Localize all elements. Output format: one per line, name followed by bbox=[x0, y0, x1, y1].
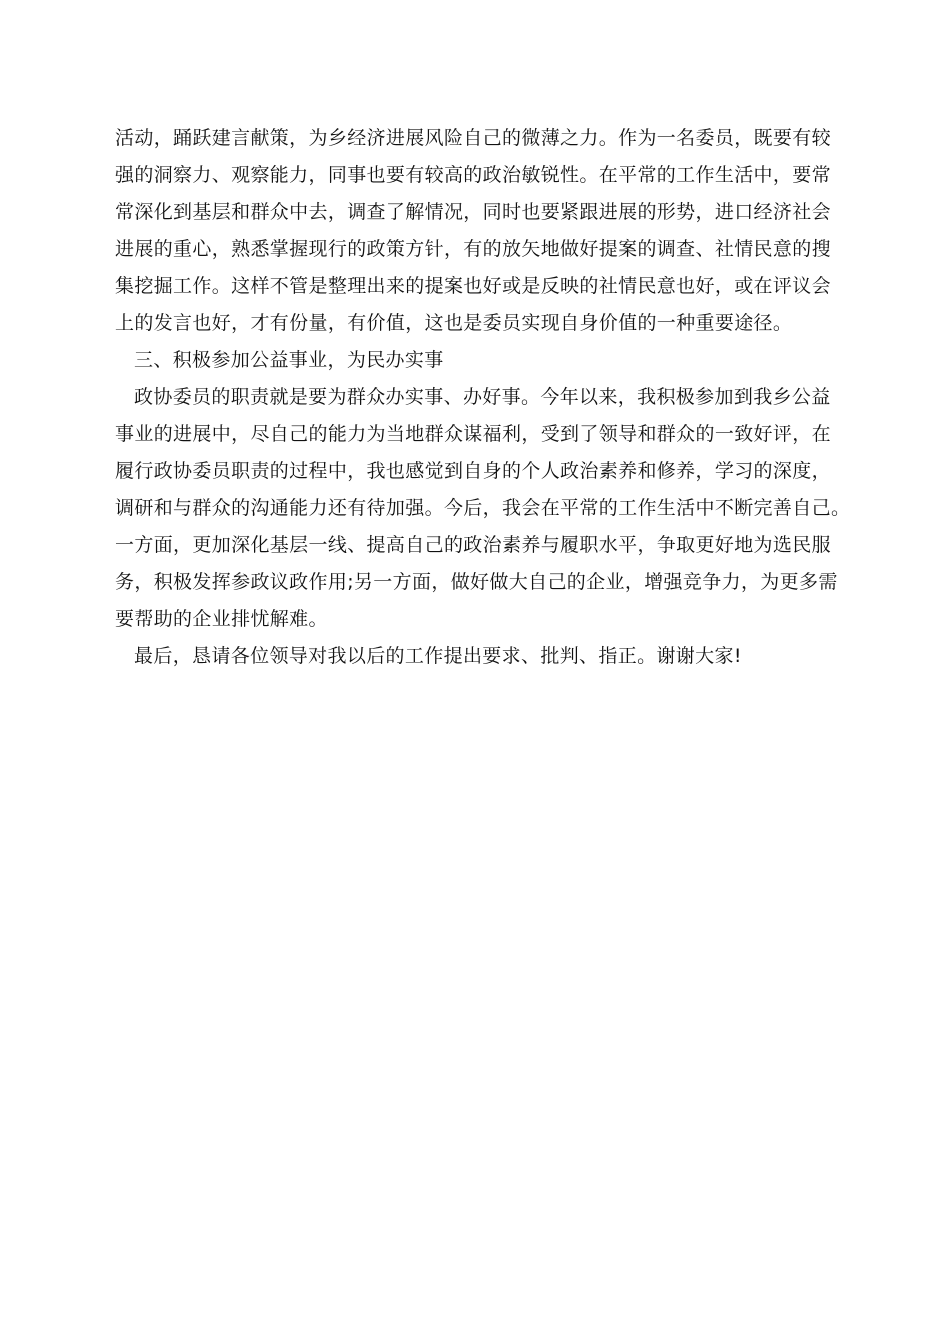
paragraph-line: 要帮助的企业排忧解难。 bbox=[115, 608, 328, 630]
paragraph-line: 强的洞察力、观察能力，同事也要有较高的政治敏锐性。在平常的工作生活中，要常 bbox=[115, 164, 831, 186]
paragraph-line: 进展的重心，熟悉掌握现行的政策方针，有的放矢地做好提案的调查、社情民意的搜 bbox=[115, 238, 831, 260]
paragraph-line: 上的发言也好，才有份量，有价值，这也是委员实现自身价值的一种重要途径。 bbox=[115, 312, 793, 334]
paragraph-line: 一方面，更加深化基层一线、提高自己的政治素养与履职水平，争取更好地为选民服 bbox=[115, 534, 831, 556]
paragraph-line: 政协委员的职责就是要为群众办实事、办好事。今年以来，我积极参加到我乡公益 bbox=[134, 386, 831, 408]
document-body bbox=[115, 120, 851, 675]
paragraph-line: 活动，踊跃建言献策，为乡经济进展风险自己的微薄之力。作为一名委员，既要有较 bbox=[115, 127, 831, 149]
paragraph-line: 集挖掘工作。这样不管是整理出来的提案也好或是反映的社情民意也好，或在评议会 bbox=[115, 275, 831, 297]
section-heading: 三、积极参加公益事业，为民办实事 bbox=[134, 349, 444, 371]
paragraph-line: 事业的进展中，尽自己的能力为当地群众谋福利，受到了领导和群众的一致好评，在 bbox=[115, 423, 831, 445]
closing-line: 最后，恳请各位领导对我以后的工作提出要求、批判、指正。谢谢大家! bbox=[134, 645, 742, 667]
paragraph-line: 常深化到基层和群众中去，调查了解情况，同时也要紧跟进展的形势，进口经济社会 bbox=[115, 201, 831, 223]
paragraph-line: 调研和与群众的沟通能力还有待加强。今后，我会在平常的工作生活中不断完善自己。 bbox=[115, 497, 851, 519]
paragraph-line: 履行政协委员职责的过程中，我也感觉到自身的个人政治素养和修养，学习的深度， bbox=[115, 460, 831, 482]
paragraph-line: 务，积极发挥参政议政作用;另一方面，做好做大自己的企业，增强竞争力，为更多需 bbox=[115, 571, 838, 593]
